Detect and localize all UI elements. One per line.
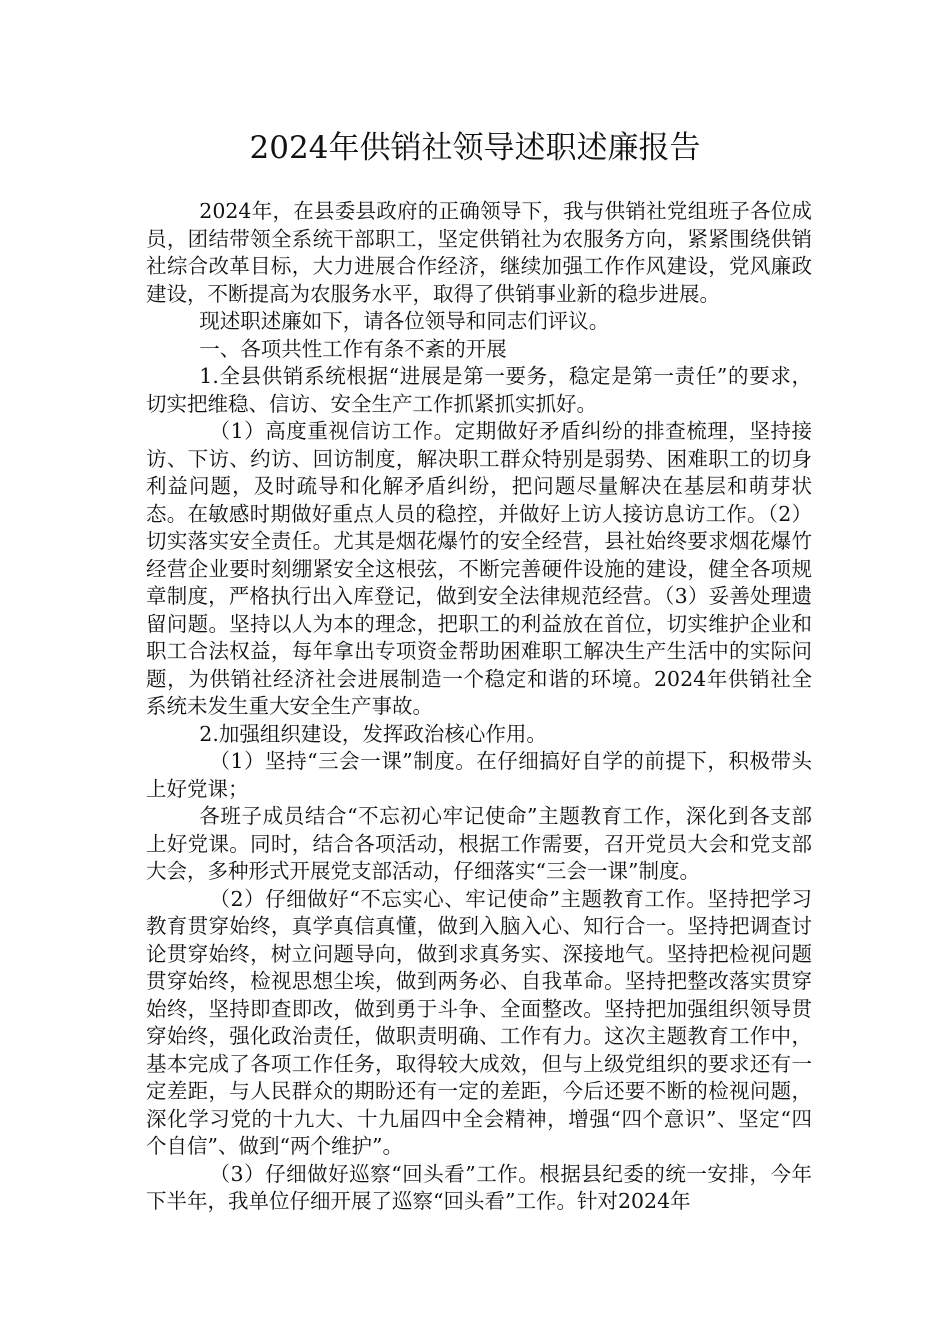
paragraph-subitems-stability: （1）高度重视信访工作。定期做好矛盾纠纷的排查梳理，坚持接访、下访、约访、回访制度，解决职工群众特别是弱势、困难职工的切身利益问题，及时疏导和化解矛盾纠纷，把问题尽量解决在基层和萌芽状态。在敏感时期做好重点人员的稳控，并做好上访人接访息访工作。（2）切实落实安全责任。尤其是烟花爆竹的安全经营，县社始终要求烟花爆竹经营企业要时刻绷紧安全这根弦，不断完善硬件设施的建设，健全各项规章制度，严格执行出入库登记，做到安全法律规范经营。（3）妥善处理遗留问题。坚持以人为本的理念，把职工的利益放在首位，切实维护企业和职工合法权益，每年拿出专项资金帮助困难职工解决生产生活中的实际问题，为供销社经济社会进展制造一个稳定和谐的环境。2024年供销社全系统未发生重大安全生产事故。: [146, 419, 812, 718]
document-body: [146, 198, 812, 1216]
paragraph-subitem-theme-education: （2）仔细做好“不忘实心、牢记使命”主题教育工作。坚持把学习教育贯穿始终，真学真信真懂，做到入脑入心、知行合一。坚持把调查讨论贯穿始终，树立问题导向，做到求真务实、深接地气。坚持把检视问题贯穿始终，检视思想尘埃，做到两务必、自我革命。坚持把整改落实贯穿始终，坚持即查即改，做到勇于斗争、全面整改。坚持把加强组织领导贯穿始终，强化政治责任，做职责明确、工作有力。这次主题教育工作中，基本完成了各项工作任务，取得较大成效，但与上级党组织的要求还有一定差距，与人民群众的期盼还有一定的差距，今后还要不断的检视问题，深化学习党的十九大、十九届四中全会精神，增强“四个意识”、坚定“四个自信”、做到“两个维护”。: [146, 886, 812, 1158]
paragraph-opening-remark: 现述职述廉如下，请各位领导和同志们评议。: [199, 309, 610, 333]
paragraph-subitem-meetings: （1）坚持“三会一课”制度。在仔细搞好自学的前提下，积极带头上好党课；: [146, 749, 812, 801]
paragraph-subitem-inspection: （3）仔细做好巡察“回头看”工作。根据县纪委的统一安排，今年下半年，我单位仔细开展了巡察“回头看”工作。针对2024年: [146, 1161, 812, 1213]
paragraph-item-1: 1.全县供销系统根据“进展是第一要务，稳定是第一责任”的要求，切实把维稳、信访、安全生产工作抓紧抓实抓好。: [146, 364, 812, 416]
paragraph-item-2: 2.加强组织建设，发挥政治核心作用。: [199, 721, 547, 746]
paragraph-intro: 2024年，在县委县政府的正确领导下，我与供销社党组班子各位成员，团结带领全系统干部职工，坚定供销社为农服务方向，紧紧围绕供销社综合改革目标，大力进展合作经济，继续加强工作作风建设，党风廉政建设，不断提高为农服务水平，取得了供销事业新的稳步进展。: [146, 199, 812, 306]
section-heading-1: 一、各项共性工作有条不紊的开展: [199, 336, 507, 361]
paragraph-party-lessons: 各班子成员结合“不忘初心牢记使命”主题教育工作，深化到各支部上好党课。同时，结合各项活动，根据工作需要，召开党员大会和党支部大会，多种形式开展党支部活动，仔细落实“三会一课”制度。: [146, 804, 812, 883]
document-title: 2024年供销社领导述职述廉报告: [249, 130, 701, 166]
